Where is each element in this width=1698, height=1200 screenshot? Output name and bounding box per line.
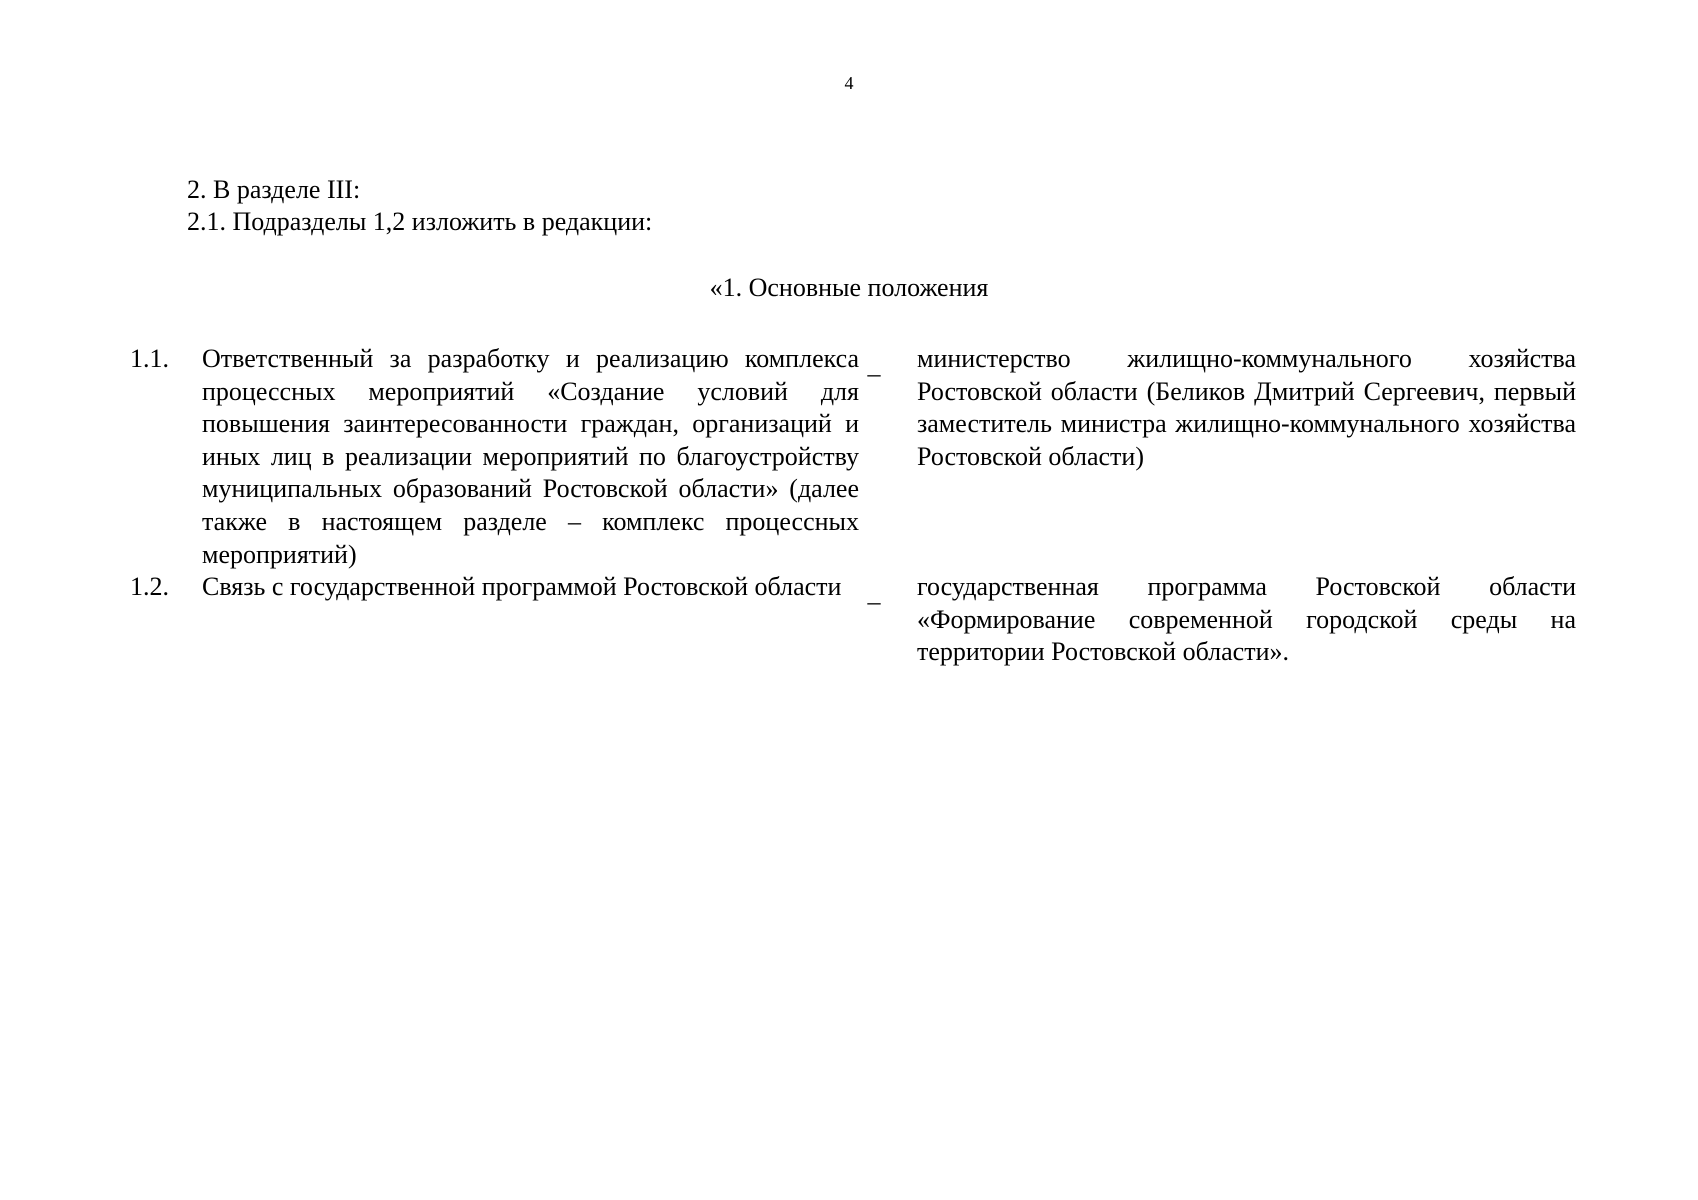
section-heading: «1. Основные положения <box>709 273 989 302</box>
page-number: 4 <box>844 73 854 93</box>
provision-item <box>130 571 1582 669</box>
provision-value: государственная программа Ростовской области «Формирование современной городской среды на территории Ростовской области». <box>917 572 1576 667</box>
amendment-subsection-line: 2.1. Подразделы 1,2 изложить в редакции: <box>187 207 653 236</box>
provision-label: Связь с государственной программой Ростовской области <box>202 572 842 602</box>
provision-separator: _ <box>867 350 881 379</box>
provision-number: 1.1. <box>130 344 169 373</box>
provisions-list <box>130 343 1582 669</box>
provision-number: 1.2. <box>130 572 169 602</box>
amendment-section-line: 2. В разделе III: <box>187 175 361 204</box>
provision-label: Ответственный за разработку и реализацию комплекса процессных мероприятий «Создание условий для повышения заинтересованности граждан, организаций и иных лиц в реализации мероприятий по благоустройству муниципальных образований Ростовской области» (далее также в настоящем разделе – комплекс процессных мероприятий) <box>202 344 859 569</box>
provision-separator: _ <box>867 578 881 608</box>
provision-value: министерство жилищно-коммунального хозяйства Ростовской области (Беликов Дмитрий Сергеевич, первый заместитель министра жилищно-коммунального хозяйства Ростовской области) <box>917 344 1576 471</box>
provision-item <box>130 343 1582 571</box>
